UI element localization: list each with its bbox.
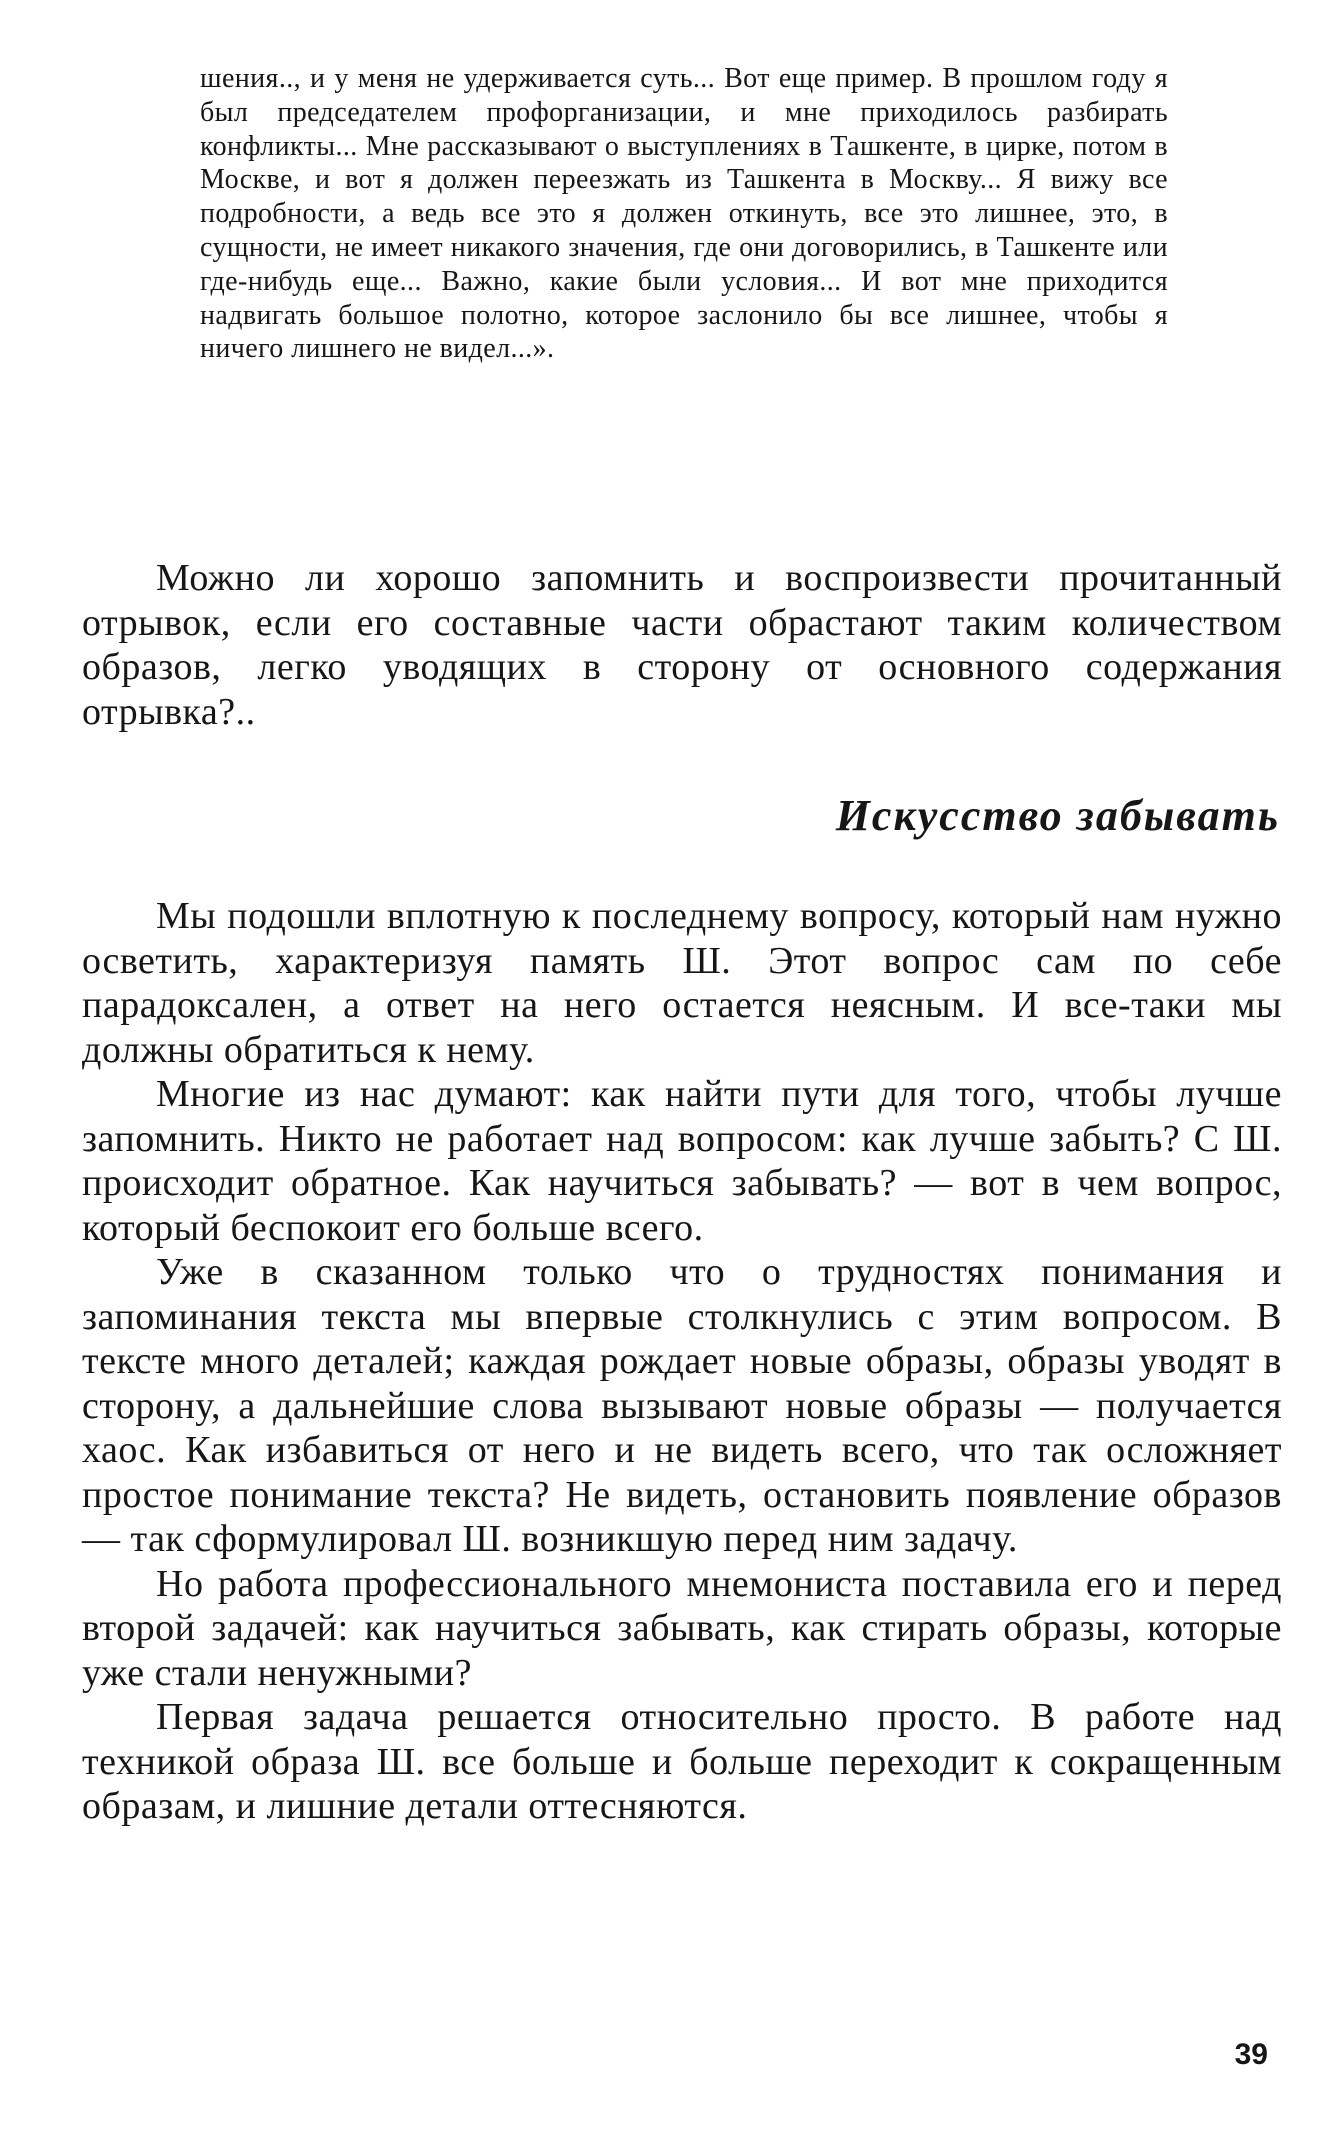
page-number: 39	[1234, 2038, 1268, 2071]
body-paragraph-4: Но работа профессионального мнемониста поставила его и перед второй задачей: как научиться забывать, как стирать образы, которые уже стали ненужными?	[82, 1562, 1282, 1694]
quote-paragraph: шения.., и у меня не удерживается суть... Вот еще пример. В прошлом году я был председателем профорганизации, и мне приходилось разбирать конфликты... Мне рассказывают о выступлениях в Ташкенте, в цирке, потом в Москве, и вот я должен переезжать из Ташкента в Москву... Я вижу все подробности, а ведь все это я должен откинуть, все это лишнее, это, в сущности, не имеет никакого значения, где они договорились, в Ташкенте или где-нибудь еще... Важно, какие были условия... И вот мне приходится надвигать большое полотно, которое заслонило бы все лишнее, чтобы я ничего лишнего не видел...».	[200, 63, 1168, 365]
intro-paragraph: Можно ли хорошо запомнить и воспроизвести прочитанный отрывок, если его составные части обрастают таким количеством образов, легко уводящих в сторону от основного содержания отрывка?..	[82, 557, 1282, 733]
body-paragraph-5: Первая задача решается относительно просто. В работе над техникой образа Ш. все больше и больше переходит к сокращенным образам, и лишние детали оттесняются.	[82, 1696, 1282, 1827]
body-paragraph-1: Мы подошли вплотную к последнему вопросу, который нам нужно осветить, характеризуя память Ш. Этот вопрос сам по себе парадоксален, а ответ на него остается неясным. И все-таки мы должны обратиться к нему.	[82, 895, 1282, 1071]
section-body	[82, 894, 1282, 1829]
section-heading: Искусство забывать	[835, 791, 1280, 840]
quote-block	[200, 62, 1168, 366]
body-paragraph-3: Уже в сказанном только что о трудностях понимания и запоминания текста мы впервые столкнулись с этим вопросом. В тексте много деталей; каждая рождает новые образы, образы уводят в сторону, а дальнейшие слова вызывают новые образы — получается хаос. Как избавиться от него и не видеть всего, что так осложняет простое понимание текста? Не видеть, остановить появление образов — так сформулировал Ш. возникшую перед ним задачу.	[82, 1251, 1282, 1560]
body-paragraph-2: Многие из нас думают: как найти пути для того, чтобы лучше запомнить. Никто не работает над вопросом: как лучше забыть? С Ш. происходит обратное. Как научиться забывать? — вот в чем вопрос, который беспокоит его больше всего.	[82, 1073, 1282, 1249]
